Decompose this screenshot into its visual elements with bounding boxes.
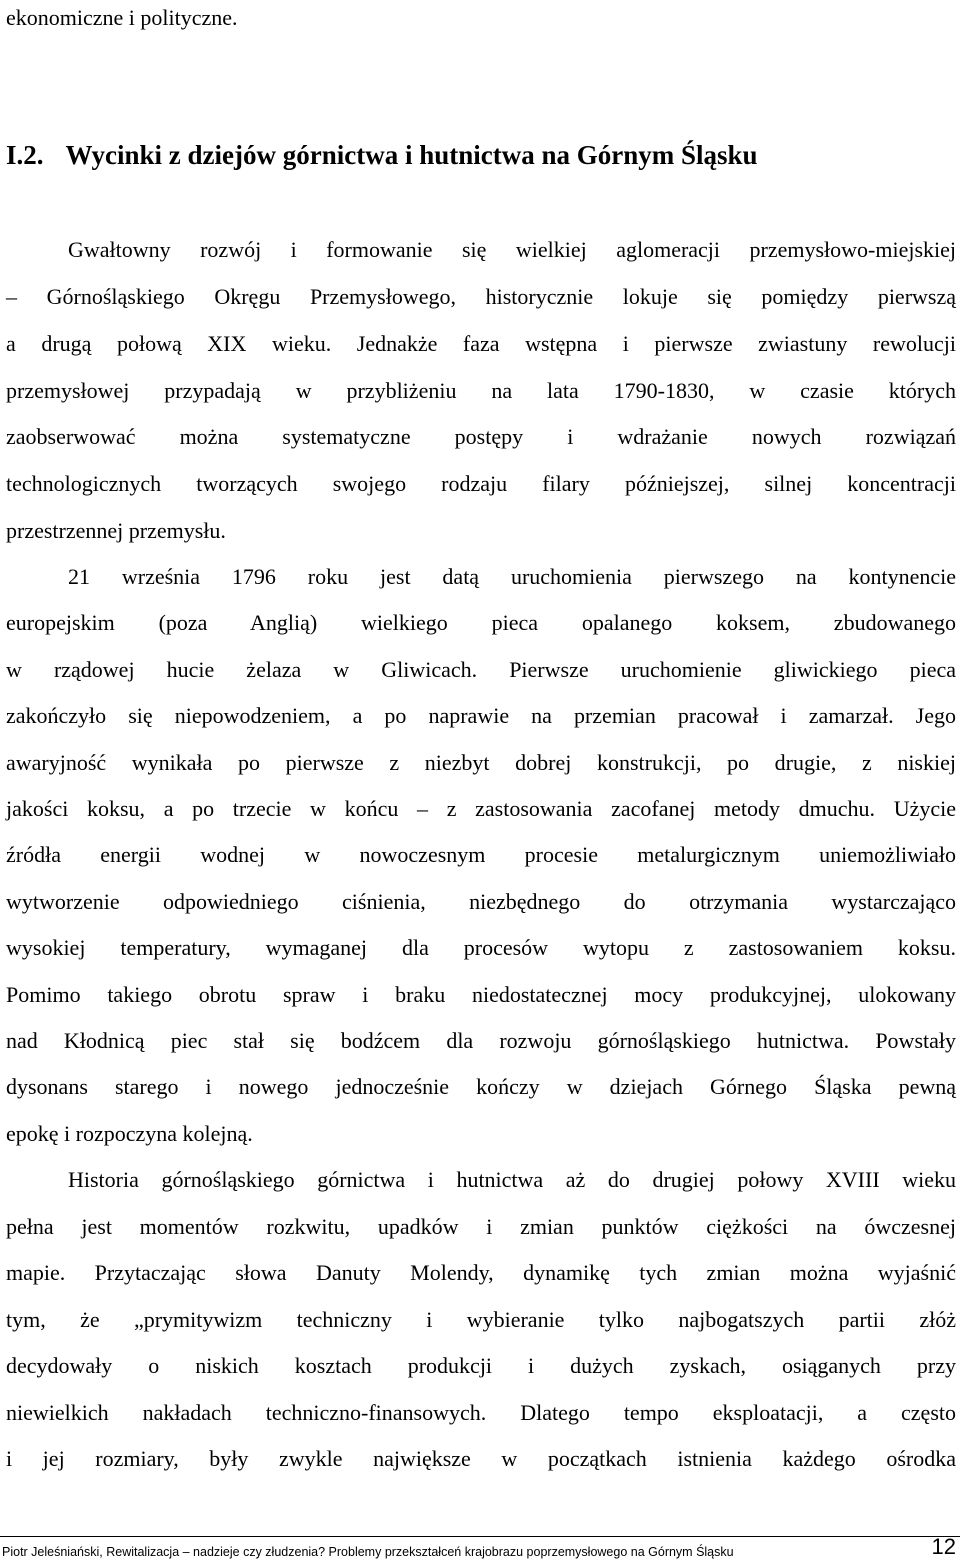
text-line: 21 września 1796 roku jest datą uruchomienia pierwszego na kontynencie <box>68 564 956 589</box>
text-line: wytworzenie odpowiedniego ciśnienia, niezbędnego do otrzymania wystarczająco <box>6 889 956 914</box>
footer-divider <box>0 1536 960 1537</box>
text-line: epokę i rozpoczyna kolejną. <box>6 1121 253 1146</box>
text-line: w rządowej hucie żelaza w Gliwicach. Pierwsze uruchomienie gliwickiego pieca <box>6 657 956 682</box>
text-line: zakończyło się niepowodzeniem, a po naprawie na przemian pracował i zamarzał. Jego <box>6 703 956 728</box>
text-line: zaobserwować można systematyczne postępy i wdrażanie nowych rozwiązań <box>6 424 956 449</box>
text-line: dysonans starego i nowego jednocześnie kończy w dziejach Górnego Śląska pewną <box>6 1074 956 1099</box>
text-line: wysokiej temperatury, wymaganej dla procesów wytopu z zastosowaniem koksu. <box>6 935 956 960</box>
page-number: 12 <box>931 1534 956 1559</box>
text-line: technologicznych tworzących swojego rodzaju filary późniejszej, silnej koncentracji <box>6 471 956 496</box>
section-heading <box>6 138 758 172</box>
section-title: Wycinki z dziejów górnictwa i hutnictwa na Górnym Śląsku <box>65 140 758 170</box>
text-line: jakości koksu, a po trzecie w końcu – z zastosowania zacofanej metody dmuchu. Użycie <box>6 796 956 821</box>
text-line: pełna jest momentów rozkwitu, upadków i zmian punktów ciężkości na ówczesnej <box>6 1214 956 1239</box>
text-line: Historia górnośląskiego górnictwa i hutnictwa aż do drugiej połowy XVIII wieku <box>68 1167 956 1192</box>
text-line: tym, że „prymitywizm techniczny i wybieranie tylko najbogatszych partii złóż <box>6 1307 956 1332</box>
text-line: – Górnośląskiego Okręgu Przemysłowego, historycznie lokuje się pomiędzy pierwszą <box>6 284 956 309</box>
footer-citation: Piotr Jeleśniański, Rewitalizacja – nadzieje czy złudzenia? Problemy przekształceń krajobrazu poprzemysłowego na Górnym Śląsku <box>2 1545 734 1559</box>
top-line: ekonomiczne i polityczne. <box>6 5 238 30</box>
text-line: decydowały o niskich kosztach produkcji i dużych zyskach, osiąganych przy <box>6 1353 956 1378</box>
text-line: Gwałtowny rozwój i formowanie się wielkiej aglomeracji przemysłowo-miejskiej <box>68 237 956 262</box>
text-line: europejskim (poza Anglią) wielkiego pieca opalanego koksem, zbudowanego <box>6 610 956 635</box>
section-number: I.2. <box>6 140 44 170</box>
text-line: a drugą połową XIX wieku. Jednakże faza wstępna i pierwsze zwiastuny rewolucji <box>6 331 956 356</box>
text-line: źródła energii wodnej w nowoczesnym procesie metalurgicznym uniemożliwiało <box>6 842 956 867</box>
text-line: przemysłowej przypadają w przybliżeniu na lata 1790-1830, w czasie których <box>6 378 956 403</box>
text-line: awaryjność wynikała po pierwsze z niezbyt dobrej konstrukcji, po drugie, z niskiej <box>6 750 956 775</box>
text-line: mapie. Przytaczając słowa Danuty Molendy, dynamikę tych zmian można wyjaśnić <box>6 1260 956 1285</box>
text-line: niewielkich nakładach techniczno-finansowych. Dlatego tempo eksploatacji, a często <box>6 1400 956 1425</box>
text-line: przestrzennej przemysłu. <box>6 518 226 543</box>
text-line: nad Kłodnicą piec stał się bodźcem dla rozwoju górnośląskiego hutnictwa. Powstały <box>6 1028 956 1053</box>
text-line: Pomimo takiego obrotu spraw i braku niedostatecznej mocy produkcyjnej, ulokowany <box>6 982 956 1007</box>
text-line: i jej rozmiary, były zwykle największe w początkach istnienia każdego ośrodka <box>6 1446 956 1471</box>
